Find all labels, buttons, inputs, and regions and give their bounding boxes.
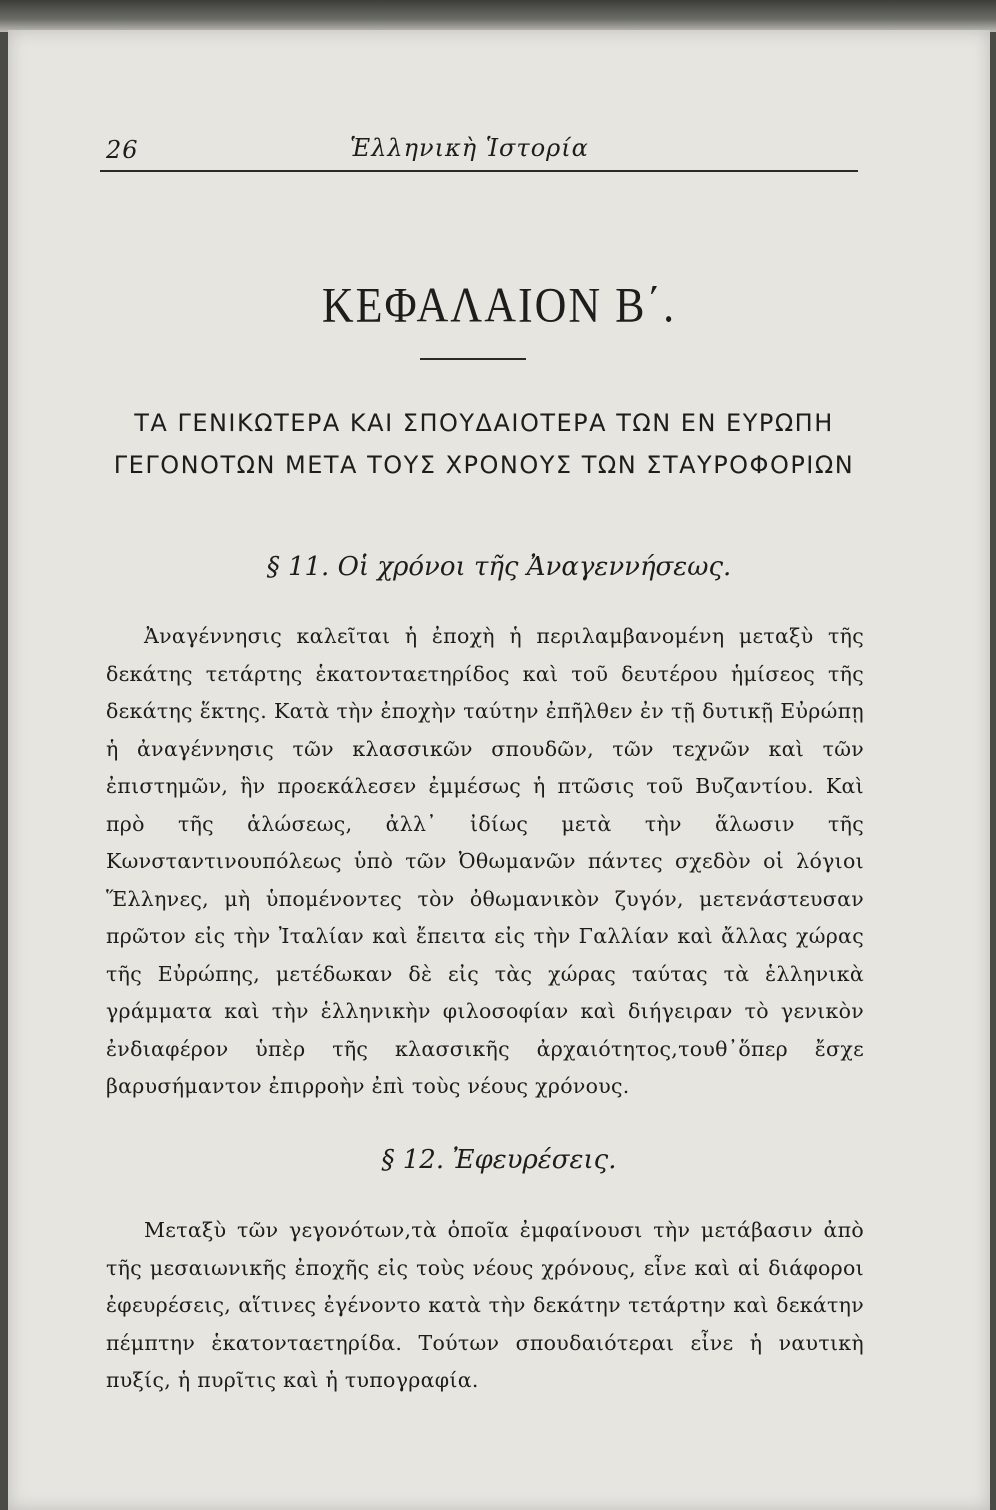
chapter-title: ΚΕΦΑΛΑΙΟΝ Β΄. [321,278,677,333]
book-page [8,30,990,1510]
section-heading-12: § 12. Ἐφευρέσεις. [381,1145,617,1175]
page-number: 26 [106,136,139,164]
book-edge [0,0,996,32]
chapter-divider [420,358,526,360]
section-heading-11: § 11. Οἱ χρόνοι τῆς Ἀναγεννήσεως. [266,552,732,582]
chapter-subtitle: ΤΑ ΓΕΝΙΚΩΤΕΡΑ ΚΑΙ ΣΠΟΥΔΑΙΟΤΕΡΑ ΤΩΝ ΕΝ ΕΥΡΩΠΗ ΓΕΓΟΝΟΤΩΝ ΜΕΤΑ ΤΟΥΣ ΧΡΟΝΟΥΣ ΤΩΝ ΣΤΑΥΡΟΦΟΡΙΩΝ [113,409,855,479]
page-header [100,134,858,172]
section-text-11: Ἀναγέννησις καλεῖται ἡ ἐποχὴ ἡ περιλαμβανομένη μεταξὺ τῆς δεκάτης τετάρτης ἑκατονταετηρίδος καὶ τοῦ δευτέρου ἡμίσεος τῆς δεκάτης ἕκτης. Κατὰ τὴν ἐποχὴν ταύτην ἐπῆλθεν ἐν τῇ δυτικῇ Εὐρώπῃ ἡ ἀναγέννησις τῶν κλασσικῶν σπουδῶν, τῶν τεχνῶν καὶ τῶν ἐπιστημῶν, ἣν προεκάλεσεν ἐμμέσως ἡ πτῶσις τοῦ Βυζαντίου. Καὶ πρὸ τῆς ἁλώσεως, ἀλλ᾽ ἰδίως μετὰ τὴν ἅλωσιν τῆς Κωνσταντινουπόλεως ὑπὸ τῶν Ὀθωμανῶν πάντες σχεδὸν οἱ λόγιοι Ἕλληνες, μὴ ὑπομένοντες τὸν ὀθωμανικὸν ζυγόν, μετενάστευσαν πρῶτον εἰς τὴν Ἰταλίαν καὶ ἔπειτα εἰς τὴν Γαλλίαν καὶ ἄλλας χώρας τῆς Εὐρώπης, μετέδωκαν δὲ εἰς τὰς χώρας ταύτας τὰ ἑλληνικὰ γράμματα καὶ τὴν ἑλληνικὴν φιλοσοφίαν καὶ διήγειραν τὸ γενικὸν ἐνδιαφέρον ὑπὲρ τῆς κλασσικῆς ἀρχαιότητος,τουθ᾽ὅπερ ἔσχε βαρυσήμαντον ἐπιρροὴν ἐπὶ τοὺς νέους χρόνους. [106,624,864,1098]
running-title: Ἑλληνικὴ Ἱστορία [350,134,589,162]
section-text-12: Μεταξὺ τῶν γεγονότων,τὰ ὁποῖα ἐμφαίνουσι τὴν μετάβασιν ἀπὸ τῆς μεσαιωνικῆς ἐποχῆς εἰς τοὺς νέους χρόνους, εἶνε καὶ αἱ διάφοροι ἐφευρέσεις, αἵτινες ἐγένοντο κατὰ τὴν δεκάτην τετάρτην καὶ δεκάτην πέμπτην ἑκατονταετηρίδα. Τούτων σπουδαιότεραι εἶνε ἡ ναυτικὴ πυξίς, ἡ πυρῖτις καὶ ἡ τυπογραφία. [106,1218,864,1392]
